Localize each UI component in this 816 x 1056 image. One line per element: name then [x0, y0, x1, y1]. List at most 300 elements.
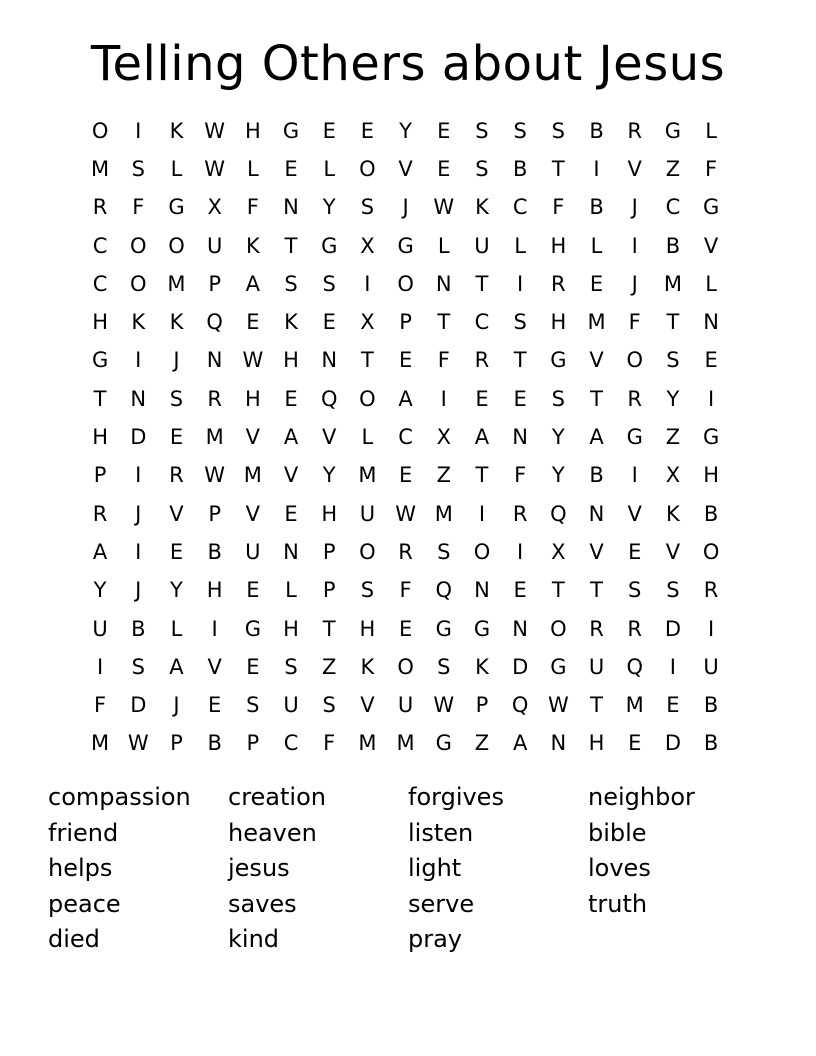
grid-letter: L	[437, 233, 450, 258]
grid-letter: B	[589, 118, 604, 143]
grid-letter: Y	[170, 578, 183, 603]
grid-letter: E	[322, 310, 336, 335]
grid-letter: A	[169, 654, 184, 679]
grid-letter: N	[512, 425, 529, 450]
grid-letter: B	[207, 539, 222, 564]
grid-letter: R	[92, 195, 108, 220]
grid-letter: X	[436, 425, 451, 450]
grid-letter: I	[135, 118, 142, 143]
grid-letter: B	[589, 463, 604, 488]
grid-letter: N	[435, 271, 452, 296]
grid-letter: F	[514, 463, 527, 488]
grid-letter: M	[434, 501, 453, 526]
grid-letter: S	[437, 654, 451, 679]
grid-letter: F	[437, 348, 450, 373]
grid-letter: V	[322, 425, 337, 450]
grid-letter: V	[169, 501, 184, 526]
word-list-item: died	[48, 925, 100, 953]
grid-letter: T	[284, 233, 298, 258]
grid-letter: E	[284, 386, 298, 411]
grid-letter: H	[321, 501, 338, 526]
grid-letter: G	[550, 654, 567, 679]
word-list-item: forgives	[408, 783, 504, 811]
grid-letter: T	[590, 386, 603, 411]
grid-letter: R	[474, 348, 490, 373]
grid-letter: G	[321, 233, 338, 258]
grid-letter: G	[664, 118, 682, 143]
grid-letter: D	[664, 731, 681, 756]
grid-letter: S	[666, 578, 680, 603]
grid-letter: O	[397, 271, 414, 296]
grid-letter: D	[664, 616, 681, 641]
grid-letter: I	[669, 654, 676, 679]
grid-letter: W	[395, 501, 416, 526]
grid-letter: A	[512, 731, 528, 756]
grid-letter: J	[135, 578, 142, 603]
grid-letter: N	[512, 616, 529, 641]
grid-letter: W	[433, 195, 455, 220]
word-list-item: loves	[588, 854, 651, 882]
grid-letter: C	[398, 425, 413, 450]
grid-letter: E	[322, 118, 336, 143]
grid-letter: J	[173, 693, 180, 718]
word-list-item: friend	[48, 818, 119, 847]
grid-letter: J	[631, 271, 638, 296]
grid-letter: Y	[93, 578, 107, 603]
grid-letter: G	[702, 425, 720, 450]
grid-letter: Z	[436, 463, 451, 488]
grid-letter: P	[208, 501, 221, 526]
grid-letter: Y	[551, 463, 565, 488]
grid-letter: S	[246, 693, 260, 718]
grid-letter: C	[512, 195, 528, 220]
grid-letter: W	[242, 348, 264, 373]
grid-letter: L	[705, 271, 717, 296]
grid-letter: T	[513, 348, 527, 373]
grid-letter: G	[550, 348, 567, 373]
grid-letter: A	[398, 386, 413, 411]
grid-letter: K	[475, 654, 489, 679]
grid-letter: E	[666, 693, 680, 718]
grid-letter: U	[397, 693, 414, 718]
grid-letter: P	[170, 731, 183, 756]
grid-letter: E	[513, 578, 527, 603]
grid-letter: U	[92, 616, 108, 641]
grid-letter: G	[397, 233, 414, 258]
grid-letter: S	[475, 118, 489, 143]
grid-letter: P	[322, 539, 336, 564]
grid-letter: R	[512, 501, 528, 526]
grid-letter: F	[628, 310, 641, 335]
grid-letter: S	[284, 271, 298, 296]
grid-letter: J	[402, 195, 409, 220]
grid-letter: I	[135, 539, 142, 564]
grid-letter: N	[283, 539, 299, 564]
grid-letter: F	[705, 156, 718, 181]
grid-letter: H	[359, 616, 376, 641]
grid-letter: X	[360, 233, 375, 258]
grid-letter: P	[246, 731, 260, 756]
word-list-item: helps	[48, 854, 113, 882]
grid-letter: D	[130, 693, 147, 718]
grid-letter: V	[245, 501, 261, 526]
grid-letter: I	[517, 271, 524, 296]
grid-letter: S	[360, 195, 375, 220]
grid-letter: I	[135, 463, 142, 488]
grid-letter: J	[631, 195, 638, 220]
grid-letter: O	[359, 386, 376, 411]
grid-letter: B	[207, 731, 222, 756]
grid-letter: X	[360, 310, 375, 335]
grid-letter: B	[512, 156, 528, 181]
grid-letter: G	[702, 195, 720, 220]
grid-letter: E	[589, 271, 604, 296]
grid-letter: V	[589, 348, 604, 373]
grid-letter: B	[703, 731, 719, 756]
grid-letter: B	[589, 195, 604, 220]
grid-letter: G	[473, 616, 491, 641]
grid-letter: H	[244, 386, 261, 411]
grid-letter: M	[663, 271, 682, 296]
grid-letter: E	[398, 348, 413, 373]
grid-letter: S	[322, 693, 336, 718]
grid-letter: E	[284, 501, 298, 526]
grid-letter: N	[474, 578, 490, 603]
grid-letter: G	[282, 118, 300, 143]
grid-letter: V	[627, 156, 642, 181]
grid-letter: E	[169, 425, 184, 450]
grid-letter: W	[433, 693, 455, 718]
grid-letter: E	[246, 578, 260, 603]
grid-letter: O	[550, 616, 567, 641]
grid-letter: N	[703, 310, 719, 335]
grid-letter: L	[361, 425, 374, 450]
grid-letter: R	[169, 463, 184, 488]
grid-letter: E	[398, 616, 413, 641]
grid-letter: U	[703, 654, 719, 679]
grid-letter: V	[589, 539, 604, 564]
grid-letter: W	[547, 693, 569, 718]
grid-letter: N	[283, 195, 299, 220]
grid-letter: T	[437, 310, 451, 335]
grid-letter: P	[399, 310, 412, 335]
grid-letter: F	[323, 731, 336, 756]
word-list-item: kind	[228, 925, 280, 953]
grid-letter: T	[322, 616, 336, 641]
grid-letter: V	[703, 233, 719, 258]
grid-letter: U	[206, 233, 223, 258]
grid-letter: H	[92, 310, 108, 335]
grid-letter: S	[551, 386, 566, 411]
grid-letter: S	[284, 654, 298, 679]
grid-letter: L	[285, 578, 297, 603]
grid-letter: F	[94, 693, 107, 718]
grid-letter: C	[92, 271, 108, 296]
grid-letter: S	[475, 156, 489, 181]
grid-letter: Y	[322, 195, 336, 220]
grid-letter: X	[665, 463, 681, 488]
grid-letter: T	[475, 271, 489, 296]
grid-letter: O	[130, 233, 147, 258]
grid-letter: Z	[474, 731, 490, 756]
grid-letter: I	[593, 156, 600, 181]
grid-letter: G	[91, 348, 109, 373]
word-list-item: saves	[228, 889, 297, 918]
grid-letter: K	[169, 118, 184, 143]
grid-letter: M	[91, 731, 110, 756]
grid-letter: R	[207, 386, 222, 411]
grid-letter: K	[131, 310, 146, 335]
grid-letter: E	[246, 310, 260, 335]
grid-letter: E	[169, 539, 184, 564]
grid-letter: V	[207, 654, 222, 679]
grid-letter: I	[96, 654, 104, 679]
grid-letter: B	[703, 693, 719, 718]
grid-letter: R	[703, 578, 719, 603]
grid-letter: M	[587, 310, 606, 335]
grid-letter: U	[245, 539, 261, 564]
grid-letter: X	[551, 539, 566, 564]
grid-letter: E	[360, 118, 375, 143]
grid-letter: A	[245, 271, 261, 296]
grid-letter: C	[665, 195, 681, 220]
grid-letter: S	[360, 578, 375, 603]
grid-letter: Q	[550, 501, 567, 526]
grid-letter: M	[396, 731, 415, 756]
grid-letter: T	[475, 463, 489, 488]
grid-letter: R	[398, 539, 413, 564]
grid-letter: H	[703, 463, 719, 488]
page-title: Telling Others about Jesus	[90, 36, 726, 92]
grid-letter: U	[588, 654, 605, 679]
grid-letter: H	[92, 425, 108, 450]
grid-letter: H	[550, 310, 567, 335]
grid-letter: R	[92, 501, 108, 526]
grid-letter: V	[627, 501, 642, 526]
grid-letter: F	[552, 195, 565, 220]
grid-letter: O	[702, 539, 720, 564]
grid-letter: I	[440, 386, 447, 411]
grid-letter: O	[359, 539, 376, 564]
grid-letter: L	[170, 616, 183, 641]
grid-letter: H	[244, 118, 261, 143]
grid-letter: J	[173, 348, 180, 373]
grid-letter: Q	[435, 578, 453, 603]
word-list-item: serve	[408, 889, 475, 918]
grid-letter: Y	[666, 386, 680, 411]
grid-letter: Y	[551, 425, 565, 450]
grid-letter: T	[93, 386, 107, 411]
grid-letter: U	[283, 693, 299, 718]
grid-letter: C	[474, 310, 490, 335]
grid-letter: I	[707, 386, 715, 411]
word-list-item: truth	[588, 889, 648, 918]
grid-letter: M	[91, 156, 110, 181]
grid-letter: H	[588, 731, 605, 756]
grid-letter: Q	[206, 310, 223, 335]
grid-letter: D	[130, 425, 147, 450]
grid-letter: X	[207, 195, 222, 220]
grid-letter: I	[211, 616, 218, 641]
grid-letter: E	[513, 386, 527, 411]
grid-letter: Z	[665, 156, 681, 181]
grid-letter: Z	[322, 654, 337, 679]
grid-letter: T	[590, 578, 603, 603]
grid-letter: Z	[665, 425, 681, 450]
grid-letter: O	[359, 156, 376, 181]
grid-letter: V	[283, 463, 299, 488]
grid-letter: K	[360, 654, 375, 679]
grid-letter: F	[399, 578, 412, 603]
grid-letter: P	[93, 463, 107, 488]
grid-letter: F	[246, 195, 259, 220]
grid-letter: Q	[511, 693, 529, 718]
grid-letter: M	[243, 463, 262, 488]
grid-letter: I	[364, 271, 371, 296]
grid-letter: E	[208, 693, 222, 718]
grid-letter: S	[551, 118, 566, 143]
grid-letter: I	[631, 233, 638, 258]
grid-letter: A	[283, 425, 299, 450]
grid-letter: G	[435, 731, 452, 756]
grid-letter: S	[131, 654, 145, 679]
grid-letter: I	[631, 463, 638, 488]
grid-letter: E	[704, 348, 718, 373]
grid-letter: P	[208, 271, 221, 296]
grid-letter: B	[703, 501, 719, 526]
grid-letter: E	[284, 156, 298, 181]
grid-letter: G	[435, 616, 452, 641]
grid-letter: L	[170, 156, 183, 181]
grid-letter: Q	[626, 654, 643, 679]
grid-letter: R	[627, 616, 643, 641]
grid-letter: D	[512, 654, 529, 679]
grid-letter: A	[474, 425, 490, 450]
grid-letter: V	[245, 425, 261, 450]
grid-letter: H	[206, 578, 223, 603]
grid-letter: R	[627, 118, 643, 143]
grid-letter: B	[665, 233, 681, 258]
grid-letter: M	[205, 425, 224, 450]
grid-letter: U	[359, 501, 376, 526]
grid-letter: R	[627, 386, 643, 411]
grid-letter: O	[91, 118, 109, 143]
grid-letter: S	[131, 156, 145, 181]
grid-letter: U	[474, 233, 490, 258]
grid-letter: K	[284, 310, 298, 335]
grid-letter: T	[551, 578, 565, 603]
grid-letter: N	[321, 348, 338, 373]
grid-letter: K	[245, 233, 260, 258]
word-list	[48, 780, 768, 958]
grid-letter: T	[551, 156, 565, 181]
grid-letter: E	[437, 118, 451, 143]
grid-letter: C	[92, 233, 108, 258]
word-list-item: heaven	[228, 818, 317, 847]
grid-letter: V	[665, 539, 681, 564]
grid-letter: A	[589, 425, 604, 450]
word-list-item: neighbor	[588, 783, 695, 811]
grid-letter: S	[169, 386, 184, 411]
grid-letter: T	[590, 693, 603, 718]
grid-letter: E	[628, 731, 642, 756]
grid-letter: M	[625, 693, 644, 718]
grid-letter: T	[360, 348, 374, 373]
grid-letter: O	[168, 233, 185, 258]
grid-letter: S	[322, 271, 336, 296]
grid-letter: G	[626, 425, 643, 450]
grid-letter: M	[358, 731, 377, 756]
grid-letter: M	[167, 271, 186, 296]
grid-letter: H	[283, 348, 299, 373]
grid-letter: R	[589, 616, 604, 641]
grid-letter: H	[283, 616, 299, 641]
grid-letter: W	[204, 118, 226, 143]
grid-letter: O	[626, 348, 643, 373]
grid-letter: Y	[322, 463, 336, 488]
grid-letter: L	[590, 233, 603, 258]
grid-letter: R	[551, 271, 566, 296]
grid-letter: S	[513, 118, 527, 143]
grid-letter: E	[246, 654, 260, 679]
grid-letter: V	[360, 693, 375, 718]
grid-letter: N	[206, 348, 223, 373]
word-list-item: listen	[408, 818, 474, 847]
word-list-item: creation	[228, 783, 326, 811]
word-list-item: light	[408, 854, 462, 882]
grid-letter: O	[130, 271, 147, 296]
grid-letter: Y	[399, 118, 412, 143]
grid-letter: O	[397, 654, 414, 679]
grid-letter: G	[244, 616, 261, 641]
grid-letter: I	[707, 616, 715, 641]
grid-letter: J	[135, 501, 142, 526]
grid-letter: A	[92, 539, 108, 564]
grid-letter: K	[666, 501, 680, 526]
grid-letter: H	[550, 233, 567, 258]
grid-letter: T	[666, 310, 680, 335]
grid-letter: C	[283, 731, 299, 756]
grid-letter: P	[322, 578, 336, 603]
grid-letter: W	[204, 463, 226, 488]
grid-letter: N	[588, 501, 605, 526]
grid-letter: E	[437, 156, 451, 181]
grid-letter: M	[358, 463, 377, 488]
word-list-item: compassion	[48, 783, 191, 811]
grid-letter: S	[513, 310, 527, 335]
grid-letter: E	[475, 386, 489, 411]
grid-letter: L	[323, 156, 336, 181]
grid-letter: I	[517, 539, 524, 564]
grid-letter: O	[473, 539, 491, 564]
grid-letter: Q	[320, 386, 338, 411]
grid-letter: K	[475, 195, 489, 220]
grid-letter: I	[478, 501, 486, 526]
grid-letter: L	[705, 118, 717, 143]
grid-letter: N	[130, 386, 147, 411]
grid-letter: B	[131, 616, 146, 641]
grid-letter: L	[514, 233, 526, 258]
grid-letter: F	[132, 195, 145, 220]
grid-letter: L	[246, 156, 259, 181]
word-list-item: jesus	[228, 854, 290, 882]
grid-letter: I	[135, 348, 142, 373]
grid-letter: S	[666, 348, 680, 373]
letter-grid	[81, 112, 730, 763]
grid-letter: V	[398, 156, 413, 181]
grid-letter: N	[550, 731, 567, 756]
grid-letter: S	[628, 578, 642, 603]
